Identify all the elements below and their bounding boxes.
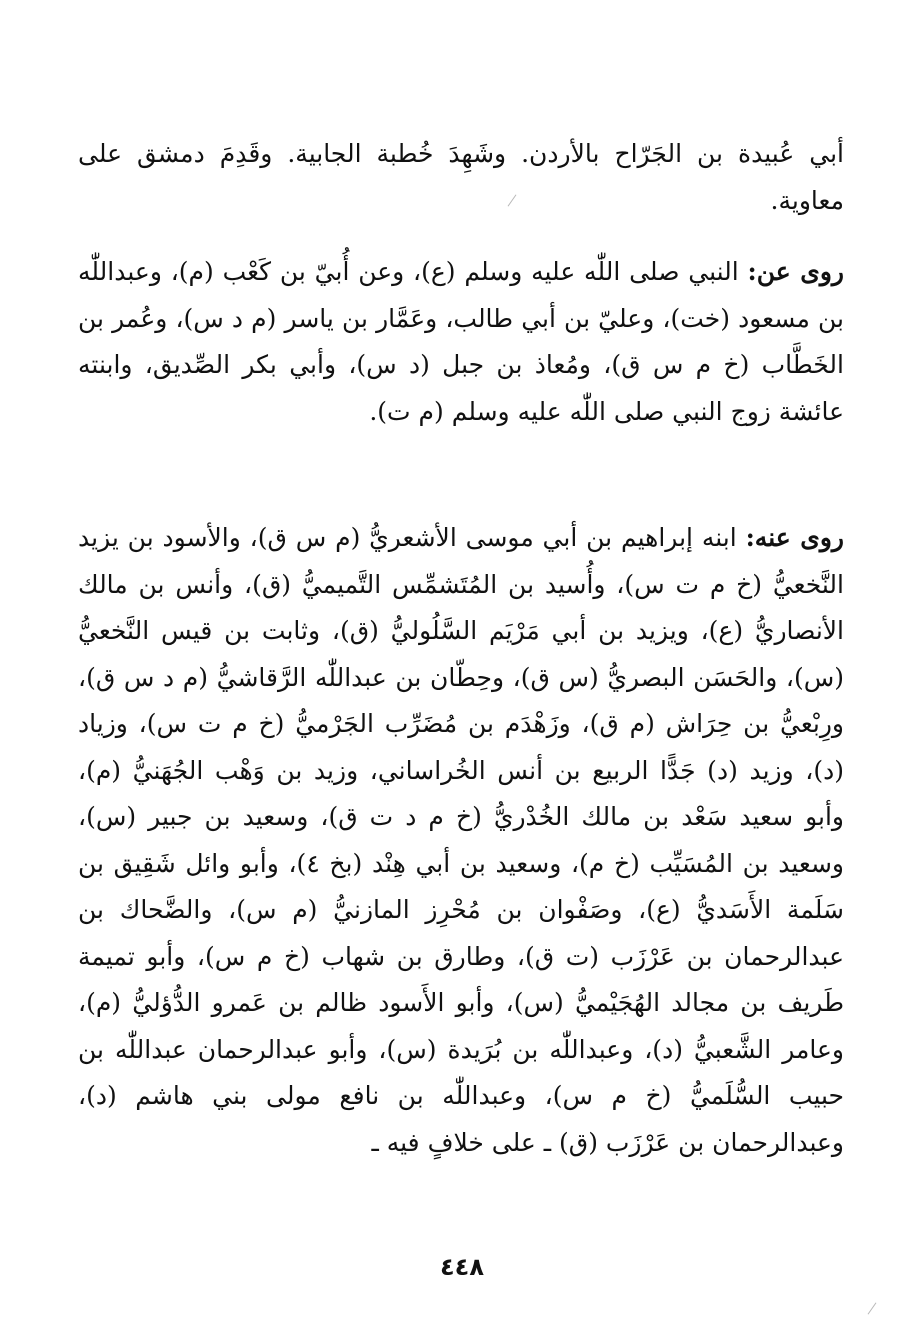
paragraph-narrated-from xyxy=(78,249,844,435)
paragraph-narrated-by xyxy=(78,515,844,1166)
paragraph-text: النبي صلى اللّٰه عليه وسلم (ع)، وعن أُبيّ بن كَعْب (م)، وعبداللّٰه بن مسعود (خت)، وعليّ بن أبي طالب، وعَمَّار بن ياسر (م د س)، وعُمر بن الخَطَّاب (خ م س ق)، ومُعاذ بن جبل (د س)، وأبي بكر الصِّديق، وابنته عائشة زوج النبي صلى اللّٰه عليه وسلم (م ت). xyxy=(78,257,844,426)
paragraph-text: ابنه إبراهيم بن أبي موسى الأشعريُّ (م س ق)، والأسود بن يزيد النَّخعيُّ (خ م ت س)، وأُسيد بن المُتَشمِّس التَّميميُّ (ق)، وأنس بن مالك الأنصاريُّ (ع)، ويزيد بن أبي مَرْيَم السَّلُوليُّ (ق)، وثابت بن قيس النَّخعيُّ (س)، والحَسَن البصريُّ (س ق)، وحِطّان بن عبداللّٰه الرَّقاشيُّ (م د س ق)، ورِبْعيُّ بن حِرَاش (م ق)، وزَهْدَم بن مُضَرِّب الجَرْميُّ (خ م ت س)، وزياد (د)، وزيد (د) جَدًّا الربيع بن أنس الخُراساني، وزيد بن وَهْب الجُهَنيُّ (م)، وأبو سعيد سَعْد بن مالك الخُدْريُّ (خ م د ت ق)، وسعيد بن جبير (س)، وسعيد بن المُسَيِّب (خ م)، وسعيد بن أبي هِنْد (بخ ٤)، وأبو وائل شَقِيق بن سَلَمة الأَسَديُّ (ع)، وصَفْوان بن مُحْرِز المازنيُّ (م س)، والضَّحاك بن عبدالرحمان بن عَرْزَب (ت ق)، وطارق بن شهاب (خ م س)، وأبو تميمة طَريف بن مجالد الهُجَيْميُّ (س)، وأبو الأَسود ظالم بن عَمرو الدُّؤليُّ (م)، وعامر الشَّعبيُّ (د)، وعبداللّٰه بن بُرَيدة (س)، وأبو عبدالرحمان عبداللّٰه بن حبيب السُّلَميُّ (خ م س)، وعبداللّٰه بن نافع مولى بني هاشم (د)، وعبدالرحمان بن عَرْزَب (ق) ـ على خلافٍ فيه ـ xyxy=(78,523,845,1157)
paper-speck xyxy=(868,1302,877,1314)
paragraph-biography-end xyxy=(78,131,844,224)
page-number: ٤٤٨ xyxy=(440,1253,484,1281)
paragraph-text: أبي عُبيدة بن الجَرّاح بالأردن. وشَهِدَ خُطبة الجابية. وقَدِمَ دمشق على معاوية. xyxy=(78,139,844,215)
section-heading-narrated-from: روى عن: xyxy=(747,257,845,286)
section-heading-narrated-by: روى عنه: xyxy=(745,523,844,552)
